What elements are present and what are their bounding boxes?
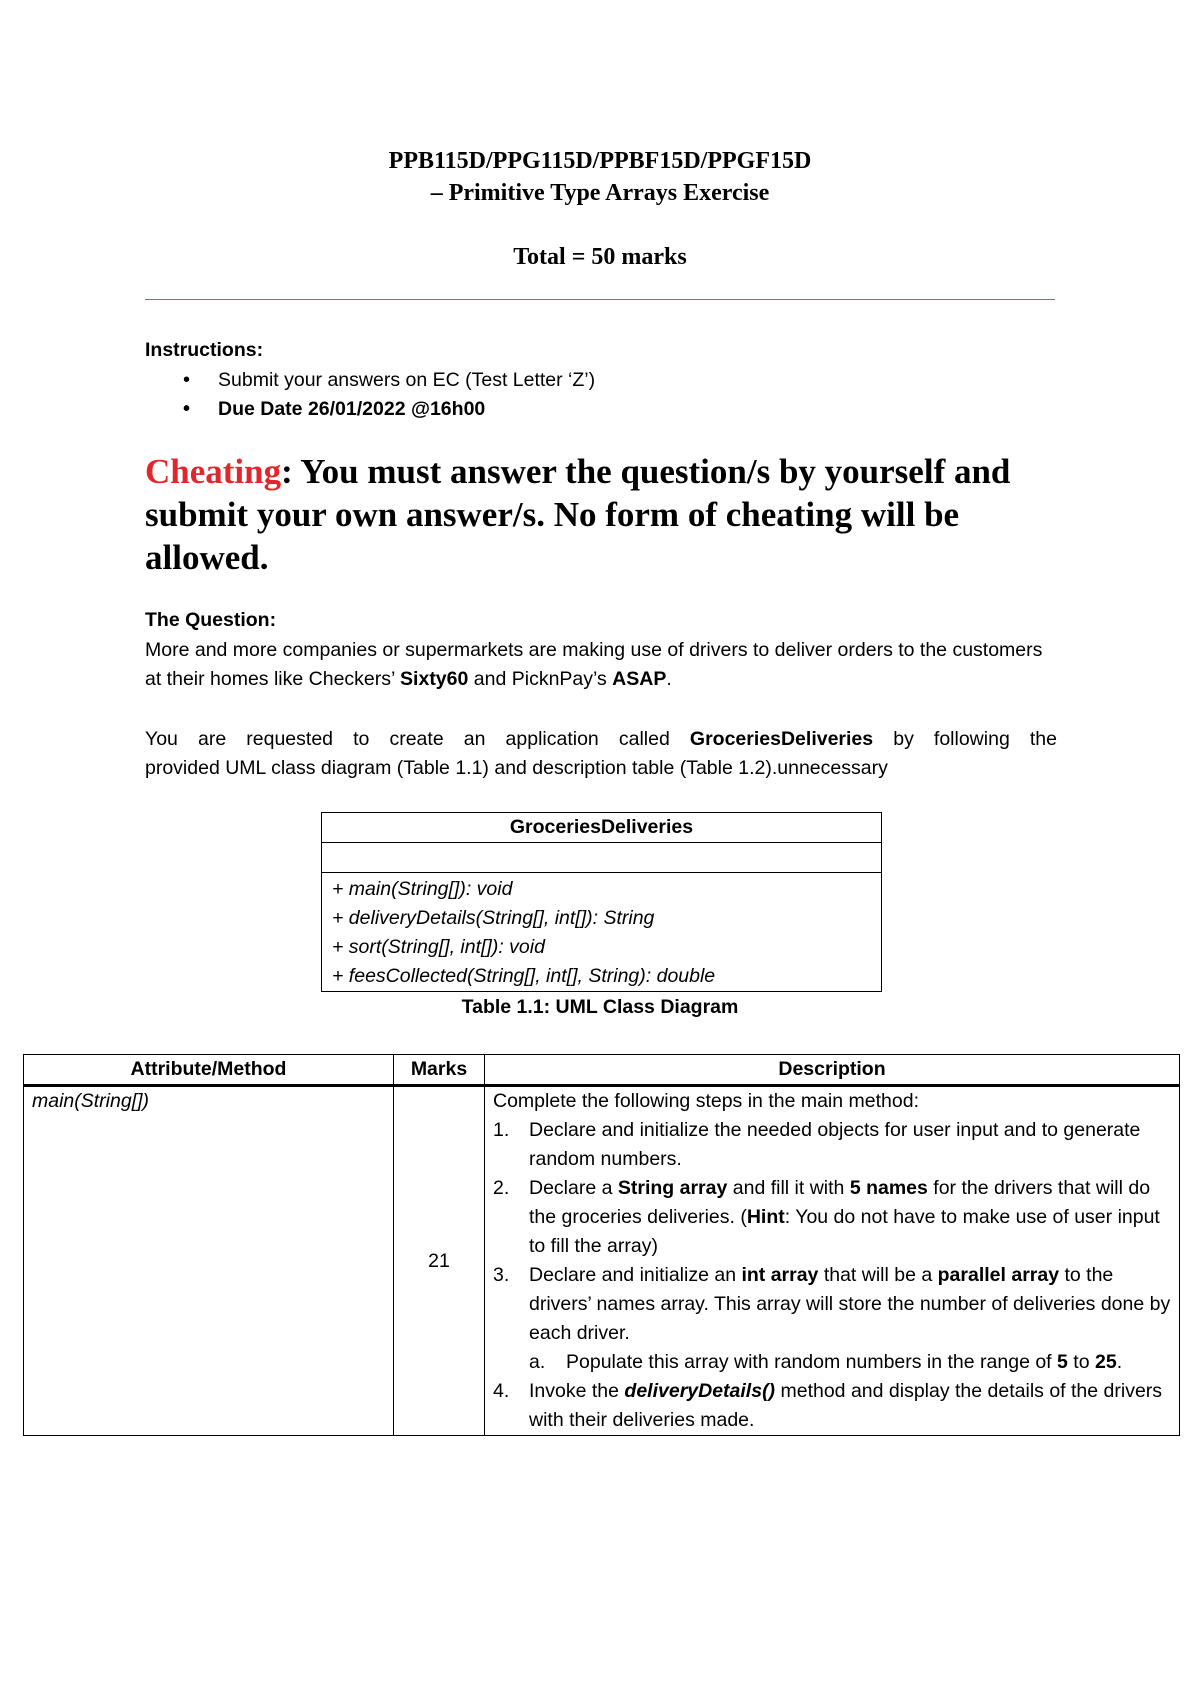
instructions-list — [145, 366, 595, 424]
uml-methods — [322, 873, 881, 991]
instructions-heading: Instructions: — [145, 339, 264, 361]
table-row — [24, 1086, 1180, 1436]
header-marks: Marks — [394, 1055, 485, 1086]
text-run: provided UML class diagram (Table 1.1) and description table (Table 1.2).unnecessary — [145, 757, 888, 779]
question-paragraph-1 — [145, 636, 1057, 694]
question-paragraph-2 — [145, 725, 1057, 783]
instruction-due-date: Due Date 26/01/2022 @16h00 — [218, 398, 486, 420]
text-run: Populate this array with random numbers in the range of — [566, 1351, 1058, 1373]
cheating-warning — [145, 450, 1065, 579]
asap-text: ASAP — [612, 668, 667, 690]
cell-attribute: main(String[]) — [24, 1086, 394, 1436]
bold-run: Hint — [746, 1206, 785, 1228]
method-name-run: deliveryDetails() — [624, 1380, 776, 1402]
uml-method: + sort(String[], int[]): void — [332, 936, 545, 958]
step-number: 3. — [493, 1264, 510, 1286]
text-run: to — [1067, 1351, 1095, 1373]
bold-run: 5 — [1057, 1351, 1068, 1373]
step-text: Declare and initialize the needed objects for user input and to generate random numbers. — [529, 1119, 1141, 1170]
description-table — [23, 1054, 1180, 1436]
total-marks: Total = 50 marks — [513, 244, 687, 270]
bold-run: 25 — [1094, 1351, 1117, 1373]
text-run: : You do not have to make use of user input to fill the array) — [529, 1206, 1160, 1257]
text-run: for the drivers that will do the groceries deliveries. ( — [529, 1177, 1151, 1228]
text-run: and PicknPay’s — [468, 668, 613, 690]
step-item — [493, 1174, 1171, 1261]
instruction-item — [145, 366, 595, 395]
steps-list — [493, 1116, 1171, 1435]
step-number: 4. — [493, 1380, 510, 1402]
step-item — [493, 1116, 1171, 1174]
text-run: method and display the details of the drivers with their deliveries made. — [529, 1380, 1163, 1431]
text-run: . — [666, 668, 672, 690]
uml-class-name: GroceriesDeliveries — [322, 813, 881, 843]
sixty60-text: Sixty60 — [400, 668, 469, 690]
text-run: More and more companies or supermarkets are making use of drivers to deliver orders to the customers at their homes like Checkers’ — [145, 639, 1043, 690]
text-run: Declare a — [529, 1177, 618, 1199]
step-item — [493, 1261, 1171, 1377]
bold-run: parallel array — [937, 1264, 1060, 1286]
cell-description — [485, 1086, 1180, 1436]
header-attribute: Attribute/Method — [24, 1055, 394, 1086]
cell-marks: 21 — [394, 1086, 485, 1436]
substep-item — [493, 1348, 1171, 1377]
text-run: by following the — [873, 728, 1057, 750]
course-codes: PPB115D/PPG115D/PPBF15D/PPGF15D — [388, 148, 812, 174]
instruction-submit: Submit your answers on EC (Test Letter ‘Z’) — [218, 369, 596, 391]
step-number: 1. — [493, 1119, 510, 1141]
uml-caption: Table 1.1: UML Class Diagram — [461, 996, 739, 1018]
cheating-label: Cheating — [145, 452, 282, 491]
uml-method: + main(String[]): void — [332, 878, 513, 900]
text-run: that will be a — [818, 1264, 938, 1286]
bold-run: 5 names — [849, 1177, 928, 1199]
header-description: Description — [485, 1055, 1180, 1086]
uml-class-diagram — [321, 812, 882, 992]
bold-run: int array — [741, 1264, 819, 1286]
text-run: . — [1116, 1351, 1123, 1373]
step-number: a. — [529, 1351, 546, 1373]
uml-attributes — [322, 843, 881, 873]
app-name-text: GroceriesDeliveries — [689, 728, 874, 750]
cheating-text: : You must answer the question/s by yourself and submit your own answer/s. No form of cheating will be allowed. — [145, 452, 1011, 577]
divider-line — [145, 299, 1055, 300]
step-number: 2. — [493, 1177, 510, 1199]
description-intro: Complete the following steps in the main method: — [493, 1090, 919, 1112]
paragraph-line — [145, 725, 1057, 754]
text-run: and fill it with — [727, 1177, 850, 1199]
question-heading: The Question: — [145, 609, 277, 631]
exercise-subtitle: – Primitive Type Arrays Exercise — [430, 180, 770, 206]
text-run: Invoke the — [529, 1380, 625, 1402]
uml-method: + deliveryDetails(String[], int[]): String — [332, 907, 655, 929]
bold-run: String array — [617, 1177, 728, 1199]
instruction-item — [145, 395, 595, 424]
table-header-row — [24, 1055, 1180, 1086]
substeps-list — [493, 1348, 1171, 1377]
text-run: You are requested to create an application called — [145, 728, 690, 750]
text-run: Declare and initialize an — [529, 1264, 742, 1286]
step-item — [493, 1377, 1171, 1435]
text-run: to the drivers’ names array. This array will store the number of deliveries done by each driver. — [529, 1264, 1171, 1344]
uml-method: + feesCollected(String[], int[], String): double — [332, 965, 716, 987]
